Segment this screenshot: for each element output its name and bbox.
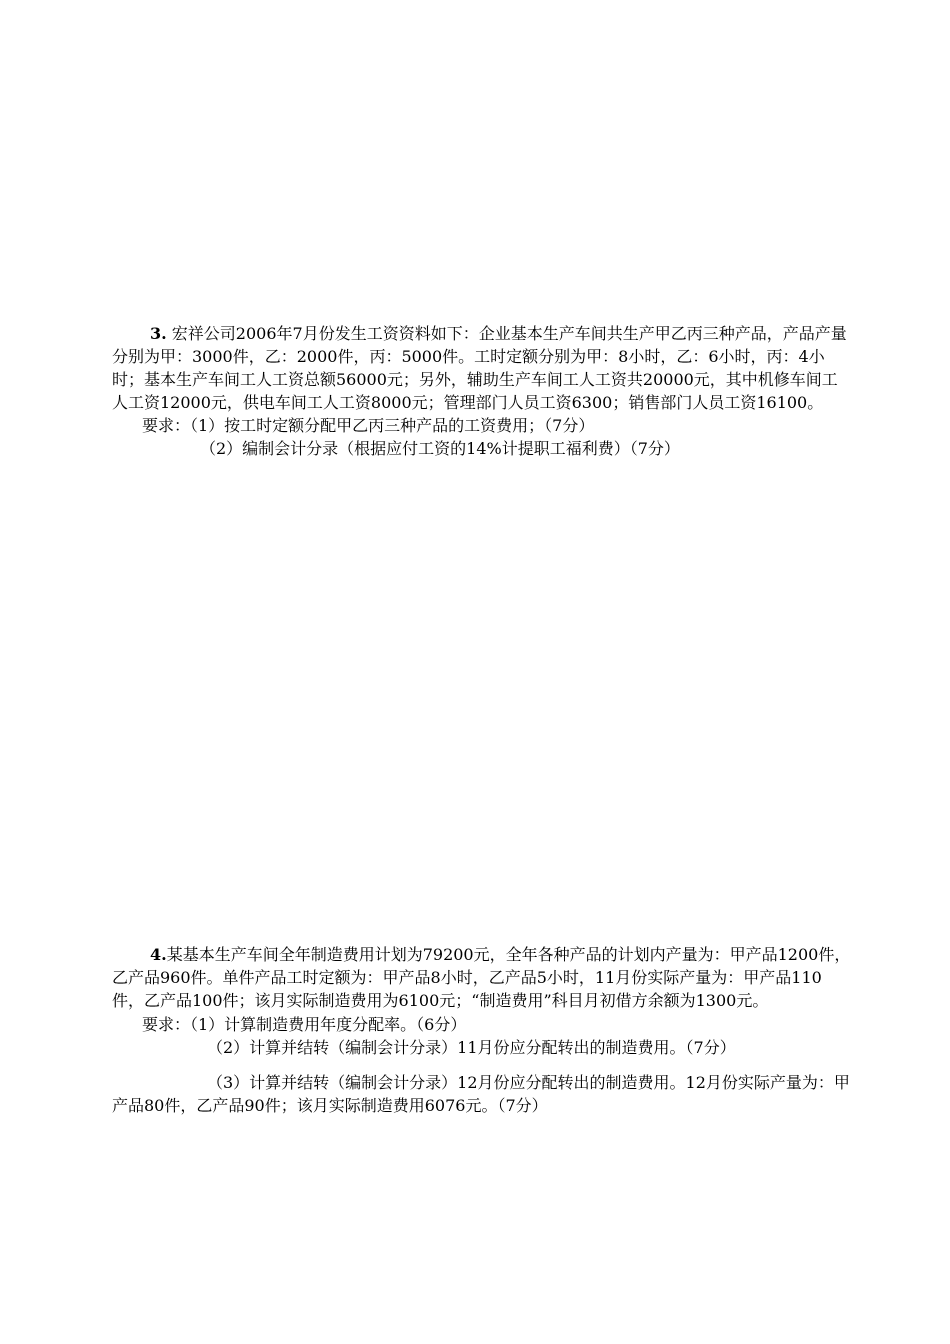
problem-3-statement bbox=[112, 322, 852, 414]
problem-3-text: 宏祥公司2006年7月份发生工资资料如下：企业基本生产车间共生产甲乙丙三种产品，产品产量分别为甲：3000件，乙：2000件，丙：5000件。工时定额分别为甲：8小时，乙：6小时，丙：4小时；基本生产车间工人工资总额56000元；另外，辅助生产车间工人工资共20000元，其中机修车间工人工资12000元，供电车间工人工资8000元；管理部门人员工资6300；销售部门人员工资16100。 bbox=[112, 324, 847, 412]
problem-4-requirement-3: （3）计算并结转（编制会计分录）12月份应分配转出的制造费用。12月份实际产量为：甲产品80件，乙产品90件；该月实际制造费用6076元。（7分） bbox=[112, 1073, 850, 1115]
problem-4-number: 4. bbox=[150, 945, 167, 964]
problem-4-requirement-1: 要求：（1）计算制造费用年度分配率。（6分） bbox=[142, 1015, 467, 1034]
problem-3 bbox=[112, 322, 852, 460]
problem-4-text: 某基本生产车间全年制造费用计划为79200元，全年各种产品的计划内产量为：甲产品1200件，乙产品960件。单件产品工时定额为：甲产品8小时，乙产品5小时，11月份实际产量为：甲产品110件，乙产品100件；该月实际制造费用为6100元；“制造费用”科目月初借方余额为1300元。 bbox=[112, 945, 851, 1010]
problem-3-requirement-1: 要求：（1）按工时定额分配甲乙丙三种产品的工资费用；（7分） bbox=[142, 416, 595, 435]
problem-4-requirement-2: （2）计算并结转（编制会计分录）11月份应分配转出的制造费用。（7分） bbox=[207, 1038, 736, 1057]
problem-3-requirement-2: （2）编制会计分录（根据应付工资的14%计提职工福利费）（7分） bbox=[200, 439, 680, 458]
problem-3-number: 3. bbox=[150, 324, 167, 343]
problem-4 bbox=[112, 943, 852, 1117]
problem-4-statement bbox=[112, 943, 852, 1012]
